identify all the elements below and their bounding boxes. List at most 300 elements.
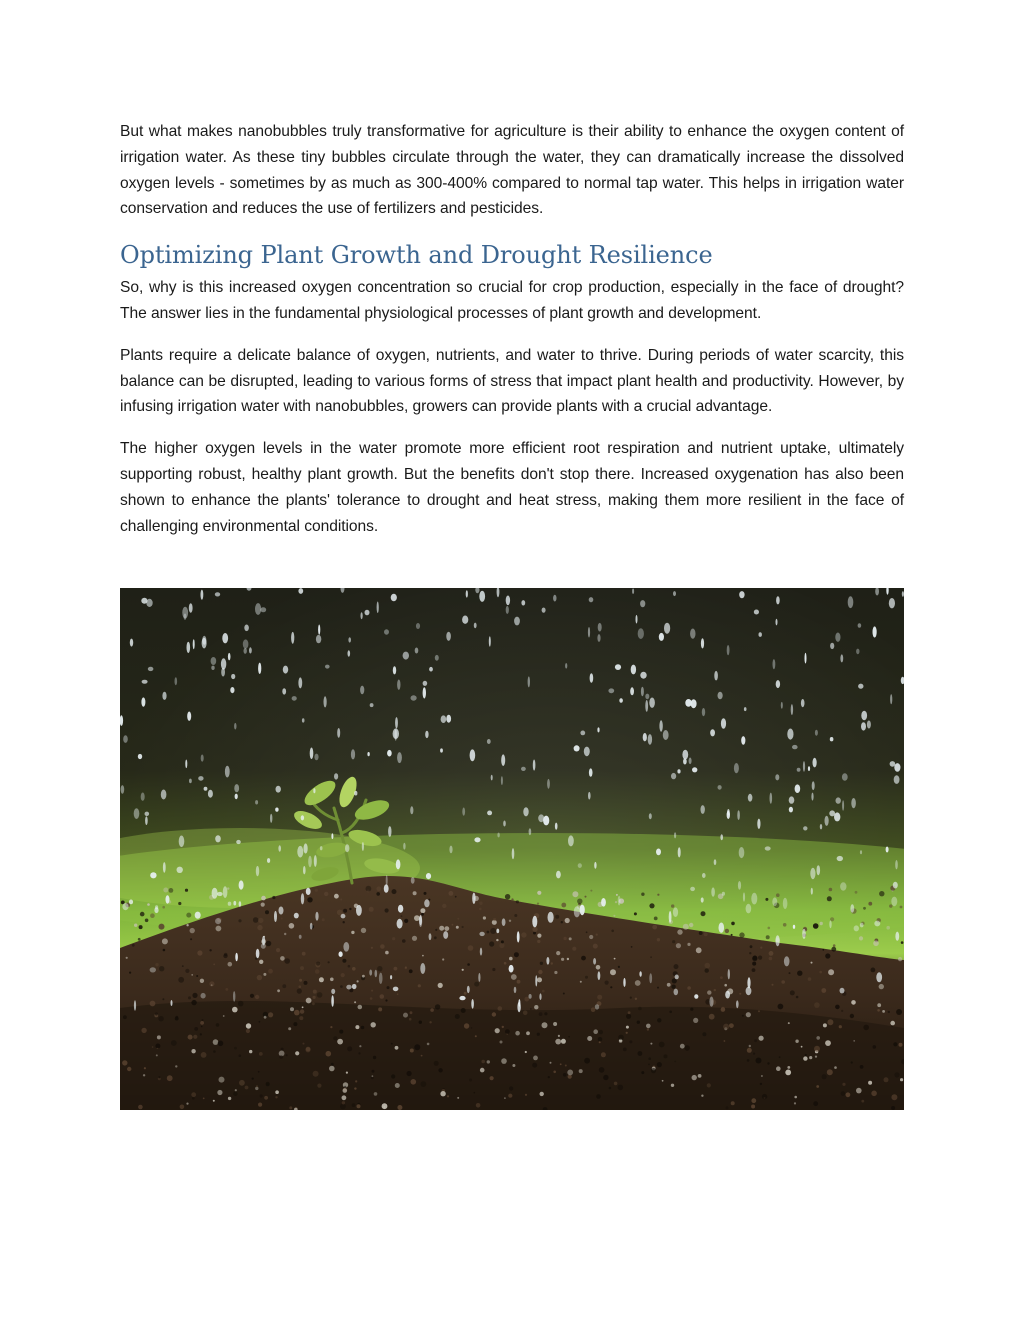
water-drop <box>256 949 260 958</box>
soil-grain <box>542 1022 548 1028</box>
soil-grain <box>266 1082 270 1086</box>
soil-grain <box>213 1050 216 1053</box>
water-drop <box>134 808 140 819</box>
soil-grain <box>851 1061 853 1063</box>
soil-grain <box>516 900 519 903</box>
soil-grain <box>610 969 616 975</box>
water-drop <box>283 666 288 674</box>
soil-grain <box>421 1081 427 1087</box>
soil-grain <box>180 1105 185 1110</box>
soil-grain <box>380 944 385 949</box>
soil-grain <box>651 1068 656 1073</box>
soil-grain <box>511 899 514 902</box>
soil-grain <box>317 992 323 998</box>
water-drop <box>426 873 431 879</box>
water-drop <box>501 754 505 766</box>
soil-grain <box>138 1105 143 1110</box>
soil-grain <box>487 931 490 934</box>
soil-grain <box>657 894 659 896</box>
water-drop <box>765 846 771 850</box>
soil-grain <box>476 1103 481 1108</box>
water-drop <box>636 615 638 624</box>
soil-grain <box>422 955 424 957</box>
soil-grain <box>526 1031 530 1035</box>
water-drop <box>894 763 900 772</box>
water-drop <box>789 796 795 803</box>
water-drop <box>130 639 133 647</box>
soil-grain <box>505 1029 510 1034</box>
water-drop <box>138 754 142 759</box>
water-drop <box>239 880 244 889</box>
water-drop <box>580 731 585 736</box>
water-drop <box>177 867 183 873</box>
water-drop <box>690 629 695 639</box>
soil-grain <box>829 888 833 892</box>
water-drop <box>274 911 277 922</box>
water-drop <box>548 912 554 923</box>
soil-grain <box>348 965 351 968</box>
soil-grain <box>662 1080 664 1082</box>
water-drop <box>727 811 730 819</box>
soil-grain <box>813 1101 818 1106</box>
water-drop <box>517 1002 520 1012</box>
water-drop <box>837 856 843 861</box>
soil-grain <box>808 977 812 981</box>
water-drop <box>416 623 420 629</box>
soil-grain <box>385 951 389 955</box>
soil-grain <box>186 924 188 926</box>
water-drop <box>529 994 532 999</box>
soil-grain <box>155 1013 158 1016</box>
soil-grain <box>886 926 890 930</box>
soil-grain <box>537 940 540 943</box>
water-drop <box>303 866 306 874</box>
water-drop <box>310 748 314 760</box>
water-drop <box>702 873 706 878</box>
soil-grain <box>239 1080 245 1086</box>
soil-grain <box>355 1080 357 1082</box>
soil-grain <box>891 1094 897 1100</box>
water-drop <box>555 823 558 830</box>
soil-grain <box>534 1005 538 1009</box>
water-drop <box>270 814 272 823</box>
water-drop <box>793 925 795 929</box>
soil-grain <box>794 1096 797 1099</box>
water-drop <box>861 722 866 730</box>
soil-grain <box>851 1000 856 1005</box>
water-drop <box>588 792 591 800</box>
soil-grain <box>126 957 128 959</box>
soil-grain <box>306 998 312 1004</box>
soil-grain <box>362 975 365 978</box>
water-drop <box>315 912 318 921</box>
soil-grain <box>761 1075 763 1077</box>
water-drop <box>619 698 623 703</box>
water-drop <box>233 901 236 906</box>
water-drop <box>331 833 333 839</box>
soil-grain <box>499 943 504 948</box>
water-drop <box>776 619 778 626</box>
soil-grain <box>428 899 430 901</box>
water-drop <box>776 935 780 946</box>
soil-grain <box>517 980 521 984</box>
soil-grain <box>442 958 444 960</box>
soil-grain <box>178 977 184 983</box>
water-drop <box>391 594 397 601</box>
soil-grain <box>474 1092 476 1094</box>
soil-grain <box>827 896 832 901</box>
soil-grain <box>760 1083 762 1085</box>
soil-grain <box>898 957 902 961</box>
water-drop <box>161 790 167 800</box>
soil-grain <box>687 986 691 990</box>
water-drop <box>514 987 517 993</box>
water-drop <box>423 681 428 686</box>
soil-grain <box>835 1005 840 1010</box>
soil-grain <box>455 1014 460 1019</box>
water-drop <box>396 859 401 869</box>
water-drop <box>334 773 338 779</box>
soil-grain <box>261 896 266 901</box>
soil-grain <box>731 922 735 926</box>
soil-grain <box>508 1094 512 1098</box>
water-drop <box>471 999 474 1009</box>
water-drop <box>208 790 213 798</box>
water-drop <box>182 607 188 619</box>
soil-grain <box>614 1082 618 1086</box>
water-drop <box>249 647 252 653</box>
water-drop <box>630 687 634 695</box>
soil-grain <box>122 1060 127 1065</box>
soil-grain <box>158 1016 163 1021</box>
soil-grain <box>258 918 263 923</box>
soil-grain <box>361 1026 365 1030</box>
water-drop <box>388 826 391 837</box>
water-drop <box>523 807 528 816</box>
water-drop <box>692 767 697 772</box>
soil-grain <box>676 943 681 948</box>
water-drop <box>791 704 793 715</box>
soil-grain <box>785 1070 791 1076</box>
soil-grain <box>725 929 729 933</box>
soil-grain <box>714 989 716 991</box>
soil-grain <box>724 1040 726 1042</box>
soil-grain <box>334 894 339 899</box>
water-drop <box>711 887 715 896</box>
soil-grain <box>372 1075 374 1077</box>
water-drop <box>324 696 327 707</box>
water-drop <box>354 791 357 796</box>
soil-grain <box>354 1001 356 1003</box>
soil-grain <box>392 937 395 940</box>
soil-grain <box>863 907 866 910</box>
soil-grain <box>252 1078 254 1080</box>
water-drop <box>521 767 526 771</box>
soil-grain <box>192 1097 195 1100</box>
soil-grain <box>856 1088 862 1094</box>
soil-grain <box>261 903 265 907</box>
water-drop <box>424 899 429 907</box>
soil-grain <box>805 1054 807 1056</box>
soil-grain <box>789 972 791 974</box>
water-drop <box>299 935 302 939</box>
water-drop <box>533 760 536 771</box>
soil-grain <box>613 915 615 917</box>
soil-grain <box>599 1030 603 1034</box>
soil-grain <box>596 1094 601 1099</box>
water-drop <box>187 642 191 653</box>
soil-grain <box>650 1043 652 1045</box>
soil-grain <box>816 1036 820 1040</box>
water-drop <box>682 750 688 760</box>
soil-grain <box>834 1066 837 1069</box>
soil-grain <box>561 1039 566 1044</box>
soil-grain <box>412 936 417 941</box>
soil-grain <box>614 958 616 960</box>
soil-grain <box>409 969 413 973</box>
water-drop <box>267 858 270 863</box>
soil-grain <box>266 941 272 947</box>
soil-grain <box>859 936 863 940</box>
soil-grain <box>846 1092 851 1097</box>
soil-grain <box>438 1068 442 1072</box>
soil-grain <box>193 1035 197 1039</box>
soil-grain <box>901 941 904 944</box>
water-drop <box>677 769 680 773</box>
water-drop <box>298 677 302 688</box>
soil-grain <box>461 1008 466 1013</box>
soil-grain <box>767 1062 769 1064</box>
water-drop <box>225 766 230 778</box>
water-drop <box>618 896 621 906</box>
soil-grain <box>163 888 168 893</box>
water-drop <box>574 906 580 917</box>
soil-grain <box>879 891 884 896</box>
soil-grain <box>669 1011 672 1014</box>
soil-grain <box>467 963 470 966</box>
soil-grain <box>797 971 802 976</box>
soil-grain <box>841 1010 843 1012</box>
water-drop <box>146 599 152 607</box>
soil-grain <box>794 1102 796 1104</box>
soil-grain <box>316 962 320 966</box>
water-drop <box>594 862 596 869</box>
soil-grain <box>490 928 496 934</box>
soil-grain <box>753 956 758 961</box>
soil-grain <box>707 1083 711 1087</box>
water-drop <box>776 596 780 604</box>
soil-grain <box>618 1035 624 1041</box>
water-drop <box>689 758 692 765</box>
soil-grain <box>501 940 504 943</box>
soil-grain <box>647 1028 649 1030</box>
soil-grain <box>616 894 618 896</box>
soil-grain <box>354 1087 356 1089</box>
soil-grain <box>674 1061 676 1063</box>
soil-grain <box>772 984 774 986</box>
water-drop <box>446 632 451 641</box>
water-drop <box>578 863 582 868</box>
soil-grain <box>672 940 675 943</box>
soil-grain <box>429 1021 431 1023</box>
soil-grain <box>555 915 559 919</box>
water-drop <box>244 625 249 632</box>
water-drop <box>590 673 594 682</box>
soil-grain <box>577 899 582 904</box>
soil-grain <box>599 1041 601 1043</box>
water-drop <box>597 727 599 732</box>
soil-grain <box>357 980 359 982</box>
water-drop <box>597 634 600 642</box>
soil-grain <box>731 1101 735 1105</box>
water-drop <box>842 773 848 781</box>
water-drop <box>593 958 596 965</box>
soil-grain <box>144 1067 146 1069</box>
soil-grain <box>696 947 702 953</box>
water-drop <box>640 600 645 607</box>
soil-grain <box>449 891 454 896</box>
soil-grain <box>284 958 290 964</box>
soil-grain <box>275 1090 279 1094</box>
water-drop <box>243 639 249 648</box>
water-drop <box>701 805 705 814</box>
soil-grain <box>246 1023 251 1028</box>
soil-grain <box>899 1043 903 1047</box>
soil-grain <box>475 1035 477 1037</box>
water-drop <box>802 929 806 939</box>
soil-grain <box>900 906 903 909</box>
soil-grain <box>563 937 566 940</box>
soil-grain <box>496 939 498 941</box>
water-drop <box>503 821 506 827</box>
water-drop <box>858 684 863 689</box>
water-drop <box>261 944 266 949</box>
soil-grain <box>171 1040 177 1046</box>
water-drop <box>466 590 468 597</box>
water-drop <box>150 967 156 972</box>
soil-grain <box>162 998 164 1000</box>
water-drop <box>502 918 506 926</box>
soil-grain <box>618 966 620 968</box>
soil-grain <box>462 969 464 971</box>
soil-grain <box>313 990 317 994</box>
soil-grain <box>873 1045 877 1049</box>
water-drop <box>829 920 831 928</box>
soil-grain <box>746 1012 751 1017</box>
soil-grain <box>438 983 443 988</box>
soil-grain <box>827 1019 833 1025</box>
water-drop <box>701 638 704 648</box>
soil-grain <box>259 1021 261 1023</box>
water-drop <box>649 813 652 819</box>
soil-grain <box>705 968 709 972</box>
soil-grain <box>765 898 768 901</box>
water-drop <box>393 728 399 739</box>
soil-grain <box>358 1052 360 1054</box>
soil-grain <box>487 1060 490 1063</box>
water-drop <box>645 700 648 712</box>
soil-grain <box>312 1002 315 1005</box>
water-drop <box>772 897 777 906</box>
soil-grain <box>635 980 641 986</box>
soil-grain <box>753 1053 755 1055</box>
soil-grain <box>249 1050 252 1053</box>
soil-grain <box>593 944 598 949</box>
soil-grain <box>371 990 373 992</box>
soil-grain <box>439 926 444 931</box>
soil-grain <box>256 1085 258 1087</box>
water-drop <box>145 812 150 816</box>
soil-grain <box>561 921 563 923</box>
water-drop <box>738 881 741 890</box>
soil-grain <box>424 892 427 895</box>
water-drop <box>829 810 835 816</box>
soil-grain <box>373 1056 376 1059</box>
soil-grain <box>264 1016 267 1019</box>
soil-grain <box>468 945 474 951</box>
soil-grain <box>667 983 671 987</box>
water-drop <box>446 715 451 723</box>
soil-grain <box>726 1106 729 1109</box>
water-drop <box>121 785 125 794</box>
soil-grain <box>563 1073 567 1077</box>
soil-grain <box>355 1025 359 1029</box>
soil-grain <box>257 925 262 930</box>
water-drop <box>292 696 297 701</box>
soil-grain <box>234 1047 237 1050</box>
water-drop <box>812 781 815 790</box>
water-drop <box>737 810 740 820</box>
soil-grain <box>842 1083 845 1086</box>
soil-grain <box>304 981 308 985</box>
soil-grain <box>275 1096 277 1098</box>
water-drop <box>236 840 241 844</box>
soil-grain <box>413 891 417 895</box>
water-drop <box>874 921 880 927</box>
soil-grain <box>814 1002 820 1008</box>
water-drop <box>720 834 723 840</box>
soil-grain <box>778 1004 784 1010</box>
soil-grain <box>216 926 222 932</box>
soil-grain <box>709 1014 715 1020</box>
water-drop <box>840 654 843 662</box>
water-drop <box>314 855 317 867</box>
water-drop <box>356 905 362 916</box>
water-drop <box>792 745 798 749</box>
soil-grain <box>601 1052 606 1057</box>
soil-grain <box>347 1046 352 1051</box>
soil-grain <box>638 1051 643 1056</box>
water-drop <box>279 907 284 915</box>
soil-grain <box>540 1092 544 1096</box>
soil-grain <box>537 903 539 905</box>
soil-grain <box>649 903 654 908</box>
soil-grain <box>162 938 168 944</box>
soil-grain <box>378 1007 382 1011</box>
soil-grain <box>361 928 366 933</box>
soil-grain <box>328 961 330 963</box>
soil-grain <box>720 976 723 979</box>
soil-grain <box>152 1046 154 1048</box>
soil-grain <box>628 1011 631 1014</box>
soil-grain <box>186 1103 188 1105</box>
soil-grain <box>492 1012 496 1016</box>
soil-grain <box>385 908 389 912</box>
water-drop <box>142 680 148 684</box>
water-drop <box>231 674 235 679</box>
water-drop <box>215 835 221 842</box>
soil-grain <box>888 1011 890 1013</box>
